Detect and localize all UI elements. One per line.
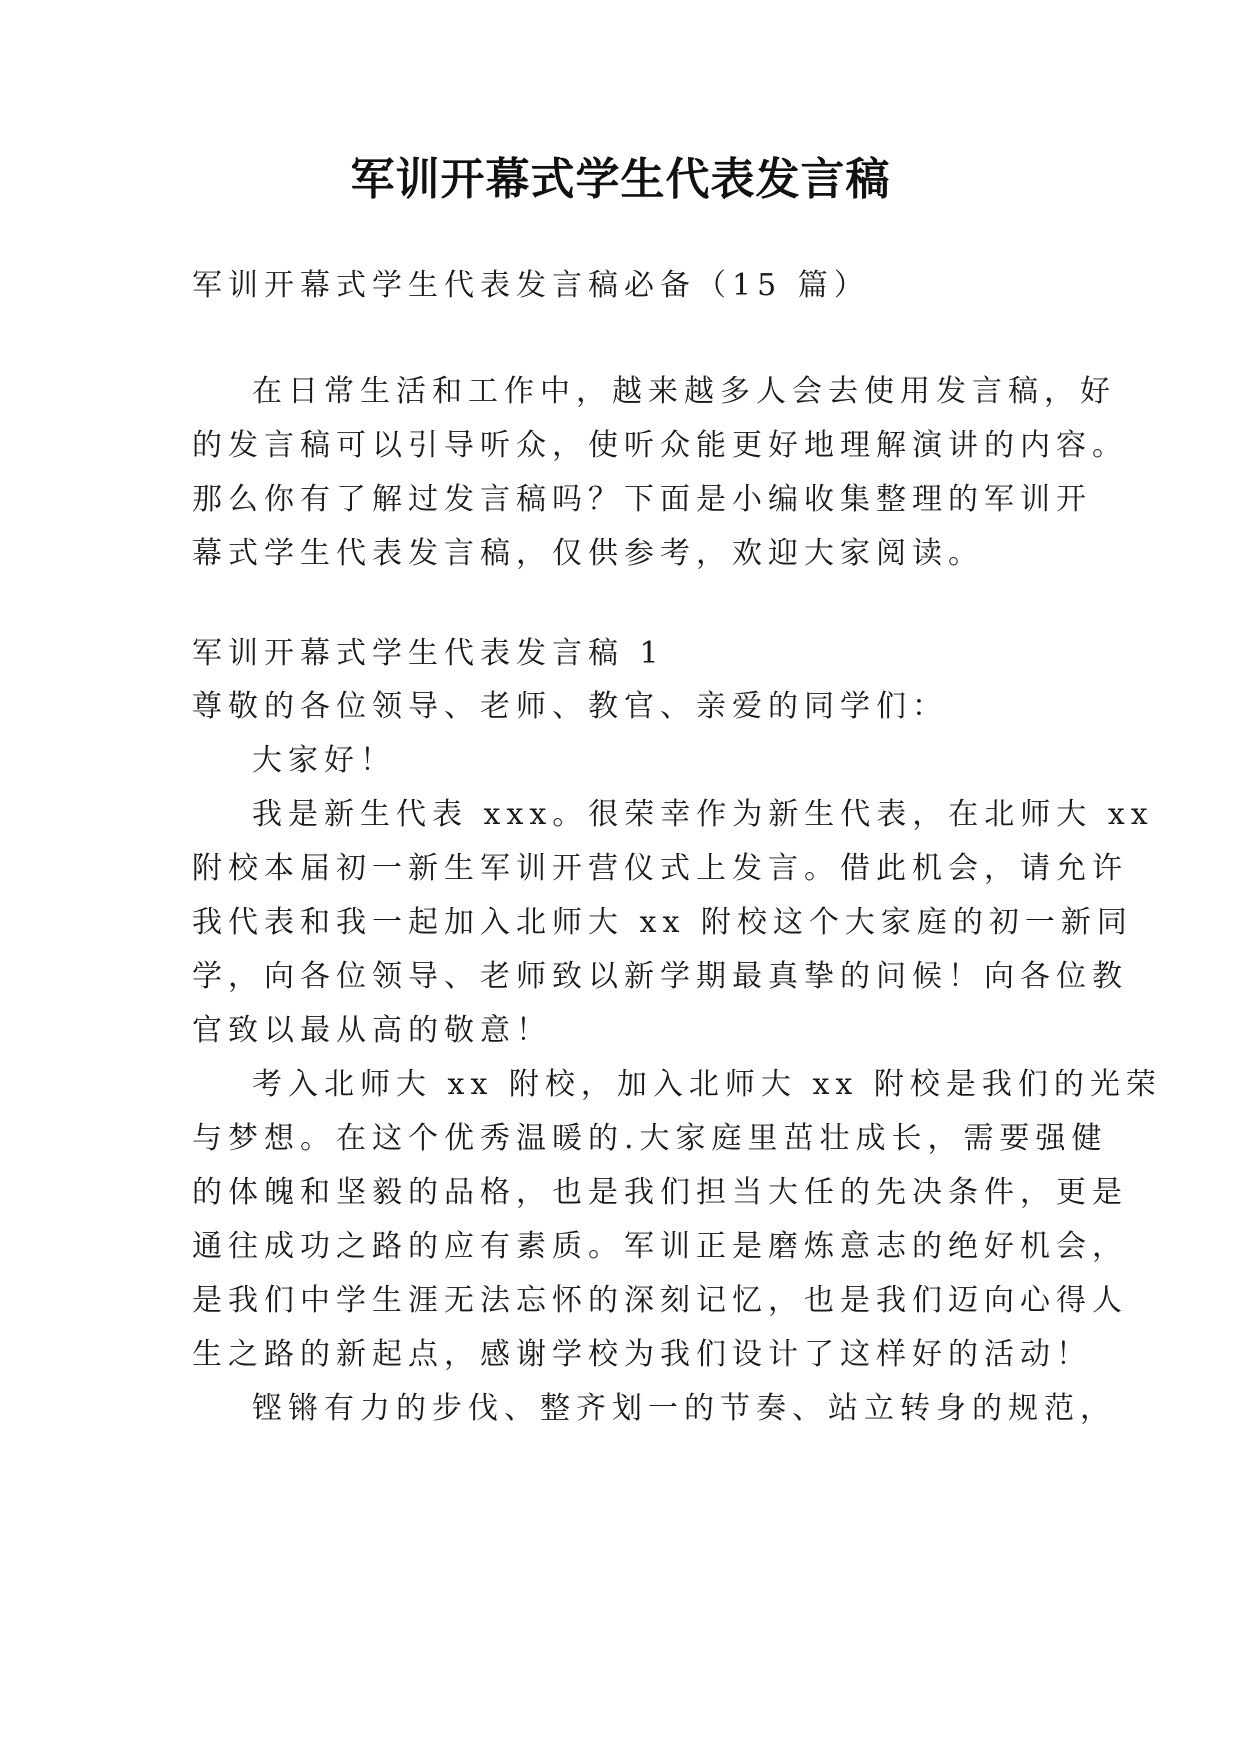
paragraph-line: 学，向各位领导、老师致以新学期最真挚的问候！向各位教 <box>192 959 1128 994</box>
intro-line: 在日常生活和工作中，越来越多人会去使用发言稿，好 <box>252 374 1116 409</box>
paragraph-line: 通往成功之路的应有素质。军训正是磨炼意志的绝好机会， <box>192 1229 1128 1264</box>
paragraph-line: 附校本届初一新生军训开营仪式上发言。借此机会，请允许 <box>192 851 1128 886</box>
section-heading: 军训开幕式学生代表发言稿 1 <box>192 636 665 671</box>
salutation: 尊敬的各位领导、老师、教官、亲爱的同学们： <box>192 689 948 724</box>
intro-line: 那么你有了解过发言稿吗？下面是小编收集整理的军训开 <box>192 482 1092 517</box>
paragraph-line: 生之路的新起点，感谢学校为我们设计了这样好的活动！ <box>192 1337 1092 1372</box>
paragraph-line: 官致以最从高的敬意！ <box>192 1013 552 1048</box>
paragraph-line: 考入北师大 xx 附校，加入北师大 xx 附校是我们的光荣 <box>252 1067 1162 1102</box>
paragraph-line: 与梦想。在这个优秀温暖的.大家庭里茁壮成长，需要强健 <box>192 1121 1108 1156</box>
paragraph-line: 是我们中学生涯无法忘怀的深刻记忆，也是我们迈向心得人 <box>192 1283 1128 1318</box>
paragraph-line: 铿锵有力的步伐、整齐划一的节奏、站立转身的规范， <box>252 1391 1116 1426</box>
intro-line: 幕式学生代表发言稿，仅供参考，欢迎大家阅读。 <box>192 536 984 571</box>
paragraph-line: 的体魄和坚毅的品格，也是我们担当大任的先决条件，更是 <box>192 1175 1128 1210</box>
document-title: 军训开幕式学生代表发言稿 <box>350 154 891 205</box>
document-subtitle: 军训开幕式学生代表发言稿必备（15 篇） <box>192 268 870 303</box>
intro-line: 的发言稿可以引导听众，使听众能更好地理解演讲的内容。 <box>192 428 1128 463</box>
paragraph-line: 我是新生代表 xxx。很荣幸作为新生代表，在北师大 xx <box>252 797 1154 832</box>
greeting: 大家好！ <box>252 743 396 778</box>
paragraph-line: 我代表和我一起加入北师大 xx 附校这个大家庭的初一新同 <box>192 905 1133 940</box>
